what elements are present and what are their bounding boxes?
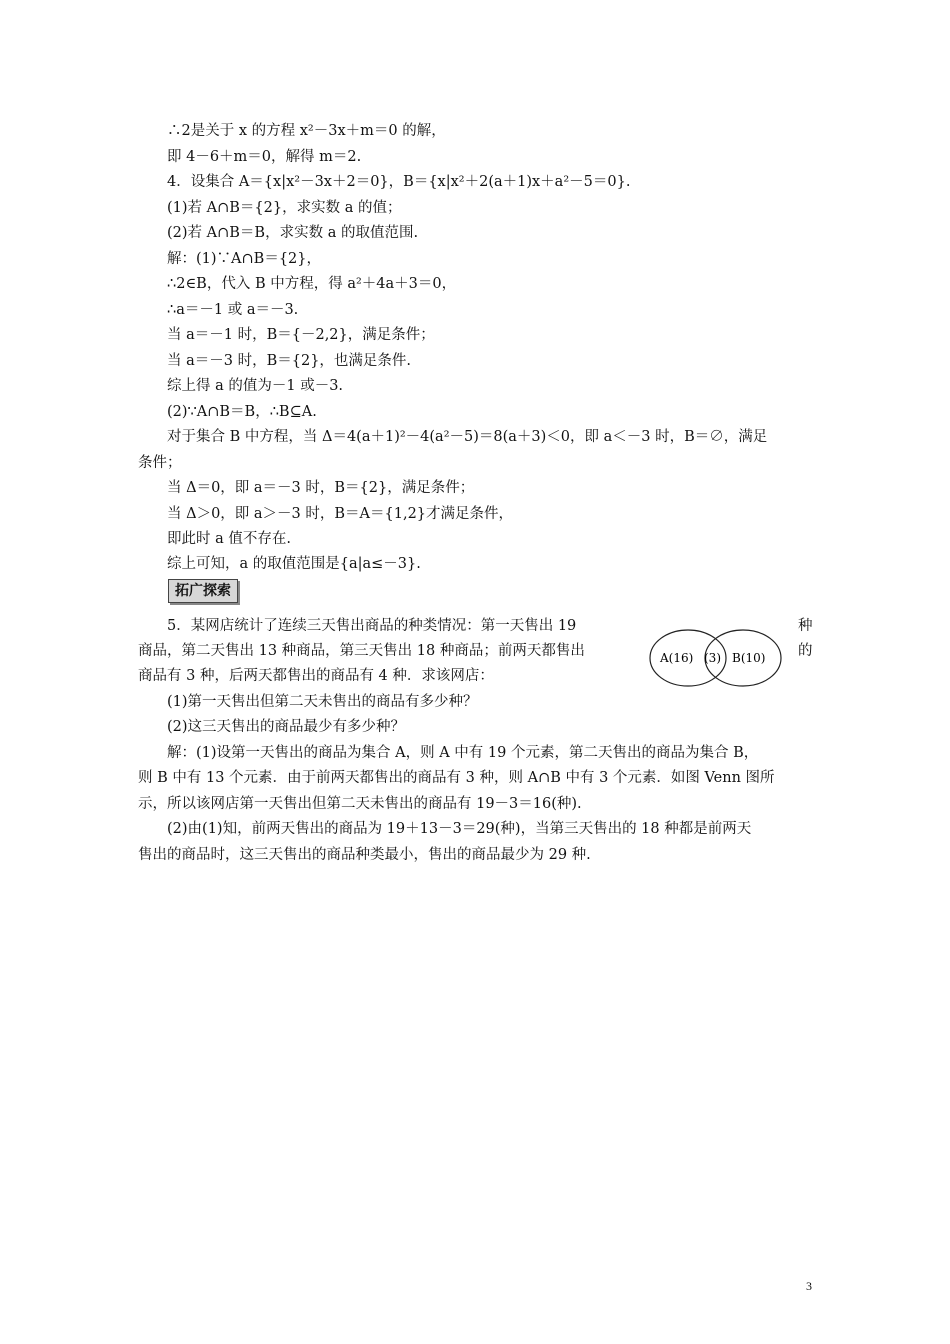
text-line: 对于集合 B 中方程，当 Δ＝4(a＋1)²－4(a²－5)＝8(a＋3)＜0，即 a＜－3 时，B＝∅，满足 <box>167 429 768 445</box>
solution-line: (2)由(1)知，前两天售出的商品为 19＋13－3＝29(种)，当第三天售出的 18 种都是前两天 <box>167 821 752 837</box>
text-line: 解：(1)∵A∩B＝{2}， <box>167 251 321 267</box>
problem-5-line-end: 的 <box>798 643 813 659</box>
text-line: 当 a＝－1 时，B＝{－2,2}，满足条件； <box>167 327 435 343</box>
venn-label-intersection: (3) <box>704 651 721 665</box>
text-line: ∴a＝－1 或 a＝－3. <box>167 302 299 318</box>
question-2: (2)这三天售出的商品最少有多少种？ <box>167 719 406 735</box>
text-line: 当 Δ＝0，即 a＝－3 时，B＝{2}，满足条件； <box>167 480 475 496</box>
text-line: ∴2∈B，代入 B 中方程，得 a²＋4a＋3＝0， <box>167 276 457 292</box>
text-line: 当 a＝－3 时，B＝{2}，也满足条件. <box>167 353 412 369</box>
text-line: (2)∵A∩B＝B，∴B⊆A. <box>167 404 317 420</box>
venn-diagram <box>648 627 783 689</box>
problem-5-line-end: 种 <box>798 618 813 634</box>
text-line: ∴2是关于 x 的方程 x²－3x＋m＝0 的解， <box>167 123 446 139</box>
problem-5-line: 商品，第二天售出 13 种商品，第三天售出 18 种商品；前两天都售出 <box>138 643 585 659</box>
venn-label-a: A(16) <box>660 651 694 665</box>
text-line: 综上得 a 的值为－1 或－3. <box>167 378 344 394</box>
solution-line: 示，所以该网店第一天售出但第二天未售出的商品有 19－3＝16(种). <box>138 796 582 812</box>
text-line: 即此时 a 值不存在. <box>167 531 291 547</box>
problem-5-line: 商品有 3 种，后两天都售出的商品有 4 种．求该网店： <box>138 668 494 684</box>
solution-line: 则 B 中有 13 个元素．由于前两天都售出的商品有 3 种，则 A∩B 中有 3 个元素．如图 Venn 图所 <box>138 770 775 786</box>
text-line: (2)若 A∩B＝B，求实数 a 的取值范围. <box>167 225 419 241</box>
text-line: 即 4－6＋m＝0，解得 m＝2. <box>167 149 362 165</box>
problem-5-line: 5．某网店统计了连续三天售出商品的种类情况：第一天售出 19 <box>167 618 577 634</box>
page-number: 3 <box>806 1279 812 1293</box>
problem-4-statement: 4．设集合 A＝{x|x²－3x＋2＝0}，B＝{x|x²＋2(a＋1)x＋a²－5＝0}. <box>167 174 631 190</box>
question-1: (1)第一天售出但第二天未售出的商品有多少种？ <box>167 694 478 710</box>
solution-line: 解：(1)设第一天售出的商品为集合 A，则 A 中有 19 个元素，第二天售出的商品为集合 B， <box>167 745 759 761</box>
venn-label-b: B(10) <box>732 651 766 665</box>
text-line: 综上可知，a 的取值范围是{a|a≤－3}. <box>167 556 421 572</box>
section-tag: 拓广探索 <box>168 579 238 603</box>
text-line: (1)若 A∩B＝{2}，求实数 a 的值； <box>167 200 402 216</box>
solution-line: 售出的商品时，这三天售出的商品种类最小，售出的商品最少为 29 种. <box>138 847 591 863</box>
text-line: 当 Δ＞0，即 a＞－3 时，B＝A＝{1,2}才满足条件， <box>167 506 514 522</box>
text-line: 条件； <box>138 455 182 471</box>
